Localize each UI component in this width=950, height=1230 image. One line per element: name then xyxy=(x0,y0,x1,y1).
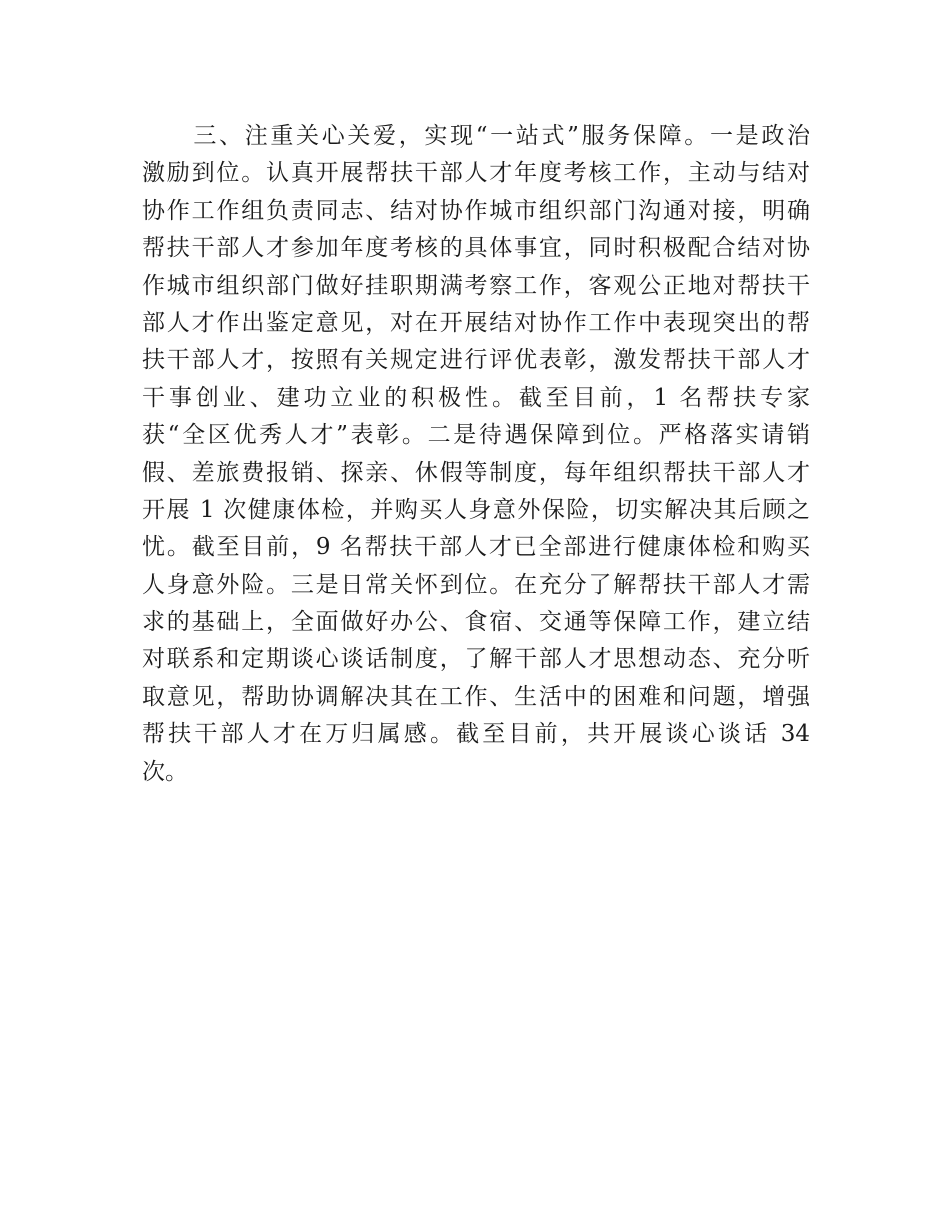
paragraph-line: 开展 1 次健康体检，并购买人身意外保险，切实解决其后顾之 xyxy=(142,496,810,523)
paragraph-line: 帮扶干部人才参加年度考核的具体事宜，同时积极配合结对协 xyxy=(142,235,810,262)
paragraph-line: 次。 xyxy=(142,758,188,785)
paragraph-line: 部人才作出鉴定意见，对在开展结对协作工作中表现突出的帮 xyxy=(142,309,810,336)
paragraph-line: 对联系和定期谈心谈话制度，了解干部人才思想动态、充分听 xyxy=(142,646,810,673)
paragraph-line: 假、差旅费报销、探亲、休假等制度，每年组织帮扶干部人才 xyxy=(142,459,810,486)
body-paragraph xyxy=(142,118,810,791)
paragraph-line: 忧。截至目前，9 名帮扶干部人才已全部进行健康体检和购买 xyxy=(142,534,810,561)
paragraph-line: 帮扶干部人才在万归属感。截至目前，共开展谈心谈话 34 xyxy=(142,721,810,748)
paragraph-line: 人身意外险。三是日常关怀到位。在充分了解帮扶干部人才需 xyxy=(142,571,810,598)
paragraph-line: 取意见，帮助协调解决其在工作、生活中的困难和问题，增强 xyxy=(142,683,810,710)
paragraph-line: 激励到位。认真开展帮扶干部人才年度考核工作，主动与结对 xyxy=(142,160,810,187)
paragraph-line: 获“全区优秀人才”表彰。二是待遇保障到位。严格落实请销 xyxy=(142,422,810,449)
paragraph-line: 求的基础上，全面做好办公、食宿、交通等保障工作，建立结 xyxy=(142,609,810,636)
paragraph-line: 三、注重关心关爱，实现“一站式”服务保障。一是政治 xyxy=(142,123,810,149)
paragraph-line: 作城市组织部门做好挂职期满考察工作，客观公正地对帮扶干 xyxy=(142,272,810,299)
paragraph-line: 干事创业、建功立业的积极性。截至目前，1 名帮扶专家 xyxy=(142,384,810,411)
paragraph-line: 协作工作组负责同志、结对协作城市组织部门沟通对接，明确 xyxy=(142,197,810,224)
paragraph-line: 扶干部人才，按照有关规定进行评优表彰，激发帮扶干部人才 xyxy=(142,347,810,374)
